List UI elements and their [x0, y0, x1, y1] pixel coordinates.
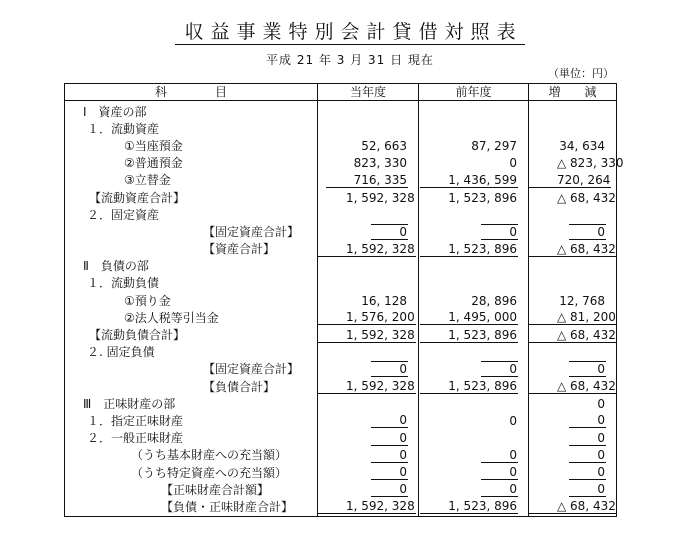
- change-value: △ 68, 432: [529, 328, 617, 343]
- current-year-value-cell: [318, 344, 419, 361]
- table-row: [65, 344, 617, 361]
- change-value: 0: [569, 413, 606, 428]
- change-value: △ 68, 432: [529, 499, 617, 514]
- row-label: ②法人税等引当金: [65, 309, 318, 326]
- previous-year-value: 28, 896: [471, 293, 517, 308]
- change-value-cell: [529, 120, 617, 137]
- table-row: [65, 361, 617, 378]
- previous-year-value: 1, 523, 896: [420, 328, 518, 343]
- change-value-cell: [529, 172, 617, 189]
- unit-label: （単位：円）: [548, 67, 614, 80]
- table-row: [65, 326, 617, 343]
- current-year-value: 0: [371, 465, 408, 480]
- current-year-value-cell: [318, 258, 419, 275]
- previous-year-value: 1, 436, 599: [420, 173, 518, 188]
- change-value-cell: [529, 241, 617, 258]
- previous-year-value-cell: [419, 223, 529, 240]
- current-year-value-cell: [318, 137, 419, 154]
- row-label: Ⅱ 負債の部: [65, 258, 318, 275]
- current-year-value: 0: [371, 413, 408, 428]
- previous-year-value-cell: [419, 344, 529, 361]
- row-label: 【負債合計】: [65, 378, 318, 395]
- header-change: 増 減: [529, 84, 617, 101]
- change-value: 34, 634: [559, 138, 605, 153]
- table-row: [65, 498, 617, 516]
- row-label: 【流動負債合計】: [65, 326, 318, 343]
- row-label: ２. 固定負債: [65, 344, 318, 361]
- header-item: 科 目: [65, 84, 318, 101]
- table-row: [65, 481, 617, 498]
- previous-year-value-cell: [419, 172, 529, 189]
- header-row: [65, 84, 617, 101]
- previous-year-value: 1, 523, 896: [420, 379, 518, 394]
- current-year-value: 0: [371, 448, 408, 463]
- previous-year-value: 1, 523, 896: [448, 190, 517, 205]
- previous-year-value-cell: [419, 464, 529, 481]
- current-year-value-cell: [318, 361, 419, 378]
- current-year-value: 52, 663: [361, 138, 407, 153]
- previous-year-value-cell: [419, 309, 529, 326]
- previous-year-value-cell: [419, 101, 529, 121]
- change-value: 0: [569, 224, 606, 240]
- previous-year-value: 0: [481, 224, 518, 240]
- current-year-value: 1, 592, 328: [318, 242, 416, 257]
- change-value: 0: [569, 448, 606, 463]
- current-year-value-cell: [318, 189, 419, 206]
- table-row: [65, 241, 617, 258]
- change-value: 12, 768: [559, 293, 605, 308]
- as-of-date: 平成 21 年 3 月 31 日 現在: [266, 53, 434, 67]
- change-value-cell: [529, 189, 617, 206]
- change-value-cell: [529, 447, 617, 464]
- previous-year-value-cell: [419, 430, 529, 447]
- previous-year-value-cell: [419, 258, 529, 275]
- row-label: Ⅰ 資産の部: [65, 101, 318, 121]
- table-row: [65, 395, 617, 412]
- table-row: [65, 275, 617, 292]
- change-value-cell: [529, 344, 617, 361]
- change-value-cell: [529, 326, 617, 343]
- previous-year-value: 0: [481, 465, 518, 480]
- previous-year-value-cell: [419, 189, 529, 206]
- current-year-value-cell: [318, 206, 419, 223]
- current-year-value: 0: [371, 482, 408, 497]
- table-row: [65, 155, 617, 172]
- change-value-cell: [529, 481, 617, 498]
- previous-year-value: 1, 523, 896: [420, 499, 518, 514]
- change-value-cell: [529, 309, 617, 326]
- change-value: △ 68, 432: [557, 190, 616, 205]
- row-label: ②普通預金: [65, 155, 318, 172]
- current-year-value-cell: [318, 155, 419, 172]
- current-year-value-cell: [318, 447, 419, 464]
- table-row: [65, 223, 617, 240]
- table-row: [65, 412, 617, 429]
- change-value-cell: [529, 101, 617, 121]
- table-row: [65, 120, 617, 137]
- row-label: 【資産合計】: [65, 241, 318, 258]
- row-label: １．指定正味財産: [65, 412, 318, 429]
- row-label: ①当座預金: [65, 137, 318, 154]
- change-value: △ 823, 330: [557, 156, 624, 171]
- previous-year-value-cell: [419, 412, 529, 429]
- change-value-cell: [529, 498, 617, 516]
- previous-year-value: 0: [509, 156, 517, 171]
- row-label: ③立替金: [65, 172, 318, 189]
- previous-year-value-cell: [419, 326, 529, 343]
- current-year-value: 716, 335: [326, 173, 408, 188]
- current-year-value-cell: [318, 275, 419, 292]
- change-value: △ 81, 200: [529, 310, 617, 325]
- balance-sheet-table: [64, 83, 624, 517]
- change-value-cell: [529, 430, 617, 447]
- current-year-value: 1, 592, 328: [318, 328, 416, 343]
- change-value: 0: [569, 465, 606, 480]
- change-value-cell: [529, 292, 617, 309]
- current-year-value-cell: [318, 223, 419, 240]
- change-value: 0: [569, 482, 606, 497]
- current-year-value-cell: [318, 309, 419, 326]
- change-value: △ 68, 432: [529, 242, 617, 257]
- change-value-cell: [529, 155, 624, 172]
- table-row: [65, 189, 617, 206]
- change-value: 0: [569, 361, 606, 377]
- previous-year-value-cell: [419, 481, 529, 498]
- table-row: [65, 258, 617, 275]
- current-year-value-cell: [318, 430, 419, 447]
- row-label: 【負債・正味財産合計】: [65, 498, 318, 516]
- previous-year-value-cell: [419, 361, 529, 378]
- previous-year-value-cell: [419, 292, 529, 309]
- current-year-value-cell: [318, 120, 419, 137]
- row-label: （うち特定資産への充当額）: [65, 464, 318, 481]
- current-year-value-cell: [318, 326, 419, 343]
- table-row: [65, 447, 617, 464]
- row-label: （うち基本財産への充当額）: [65, 447, 318, 464]
- change-value-cell: [529, 361, 617, 378]
- previous-year-value-cell: [419, 206, 529, 223]
- current-year-value: 1, 592, 328: [318, 379, 416, 394]
- current-year-value: 0: [371, 224, 408, 240]
- previous-year-value: 0: [481, 361, 518, 377]
- current-year-value: 1, 592, 328: [318, 499, 416, 514]
- previous-year-value-cell: [419, 378, 529, 395]
- change-value-cell: [529, 412, 617, 429]
- previous-year-value-cell: [419, 447, 529, 464]
- current-year-value: 16, 128: [361, 293, 407, 308]
- current-year-value: 1, 592, 328: [346, 190, 415, 205]
- table-row: [65, 464, 617, 481]
- current-year-value: 823, 330: [353, 156, 407, 171]
- current-year-value-cell: [318, 378, 419, 395]
- current-year-value-cell: [318, 395, 419, 412]
- header-current-year: 当年度: [318, 84, 419, 101]
- change-value-cell: [529, 137, 617, 154]
- previous-year-value: 0: [509, 413, 517, 428]
- previous-year-value-cell: [419, 137, 529, 154]
- row-label: ２．固定資産: [65, 206, 318, 223]
- row-label: 【流動資産合計】: [65, 189, 318, 206]
- current-year-value-cell: [318, 241, 419, 258]
- row-label: １．流動資産: [65, 120, 318, 137]
- table-row: [65, 378, 617, 395]
- current-year-value-cell: [318, 464, 419, 481]
- change-value: 0: [569, 431, 606, 446]
- previous-year-value-cell: [419, 120, 529, 137]
- table-row: [65, 206, 617, 223]
- current-year-value-cell: [318, 292, 419, 309]
- change-value-cell: [529, 206, 617, 223]
- current-year-value: 1, 576, 200: [318, 310, 416, 325]
- row-label: Ⅲ 正味財産の部: [65, 395, 318, 412]
- table-body: [65, 101, 624, 517]
- change-value: 0: [597, 396, 605, 411]
- previous-year-value-cell: [419, 275, 529, 292]
- previous-year-value: 87, 297: [471, 138, 517, 153]
- row-label: １．流動負債: [65, 275, 318, 292]
- current-year-value-cell: [318, 101, 419, 121]
- table-row: [65, 292, 617, 309]
- current-year-value-cell: [318, 481, 419, 498]
- current-year-value: 0: [371, 361, 408, 377]
- previous-year-value: 0: [481, 482, 518, 497]
- change-value: △ 68, 432: [529, 379, 617, 394]
- change-value-cell: [529, 395, 617, 412]
- document-title: 収益事業特別会計貸借対照表: [0, 20, 700, 44]
- current-year-value-cell: [318, 172, 419, 189]
- current-year-value-cell: [318, 412, 419, 429]
- previous-year-value-cell: [419, 155, 529, 172]
- table-row: [65, 309, 617, 326]
- previous-year-value-cell: [419, 498, 529, 516]
- previous-year-value-cell: [419, 241, 529, 258]
- row-label: 【固定資産合計】: [65, 361, 318, 378]
- table-row: [65, 137, 617, 154]
- change-value-cell: [529, 378, 617, 395]
- previous-year-value-cell: [419, 395, 529, 412]
- current-year-value: 0: [371, 431, 408, 446]
- table-row: [65, 430, 617, 447]
- change-value-cell: [529, 464, 617, 481]
- table-row: [65, 172, 617, 189]
- table-row: [65, 101, 617, 121]
- previous-year-value: 1, 495, 000: [420, 310, 518, 325]
- row-label: ①預り金: [65, 292, 318, 309]
- change-value: 720, 264: [529, 173, 611, 188]
- change-value-cell: [529, 258, 617, 275]
- header-previous-year: 前年度: [419, 84, 529, 101]
- row-label: ２．一般正味財産: [65, 430, 318, 447]
- change-value-cell: [529, 275, 617, 292]
- current-year-value-cell: [318, 498, 419, 516]
- row-label: 【固定資産合計】: [65, 223, 318, 240]
- row-label: 【正味財産合計額】: [65, 481, 318, 498]
- change-value-cell: [529, 223, 617, 240]
- previous-year-value: 0: [481, 448, 518, 463]
- previous-year-value: 1, 523, 896: [420, 242, 518, 257]
